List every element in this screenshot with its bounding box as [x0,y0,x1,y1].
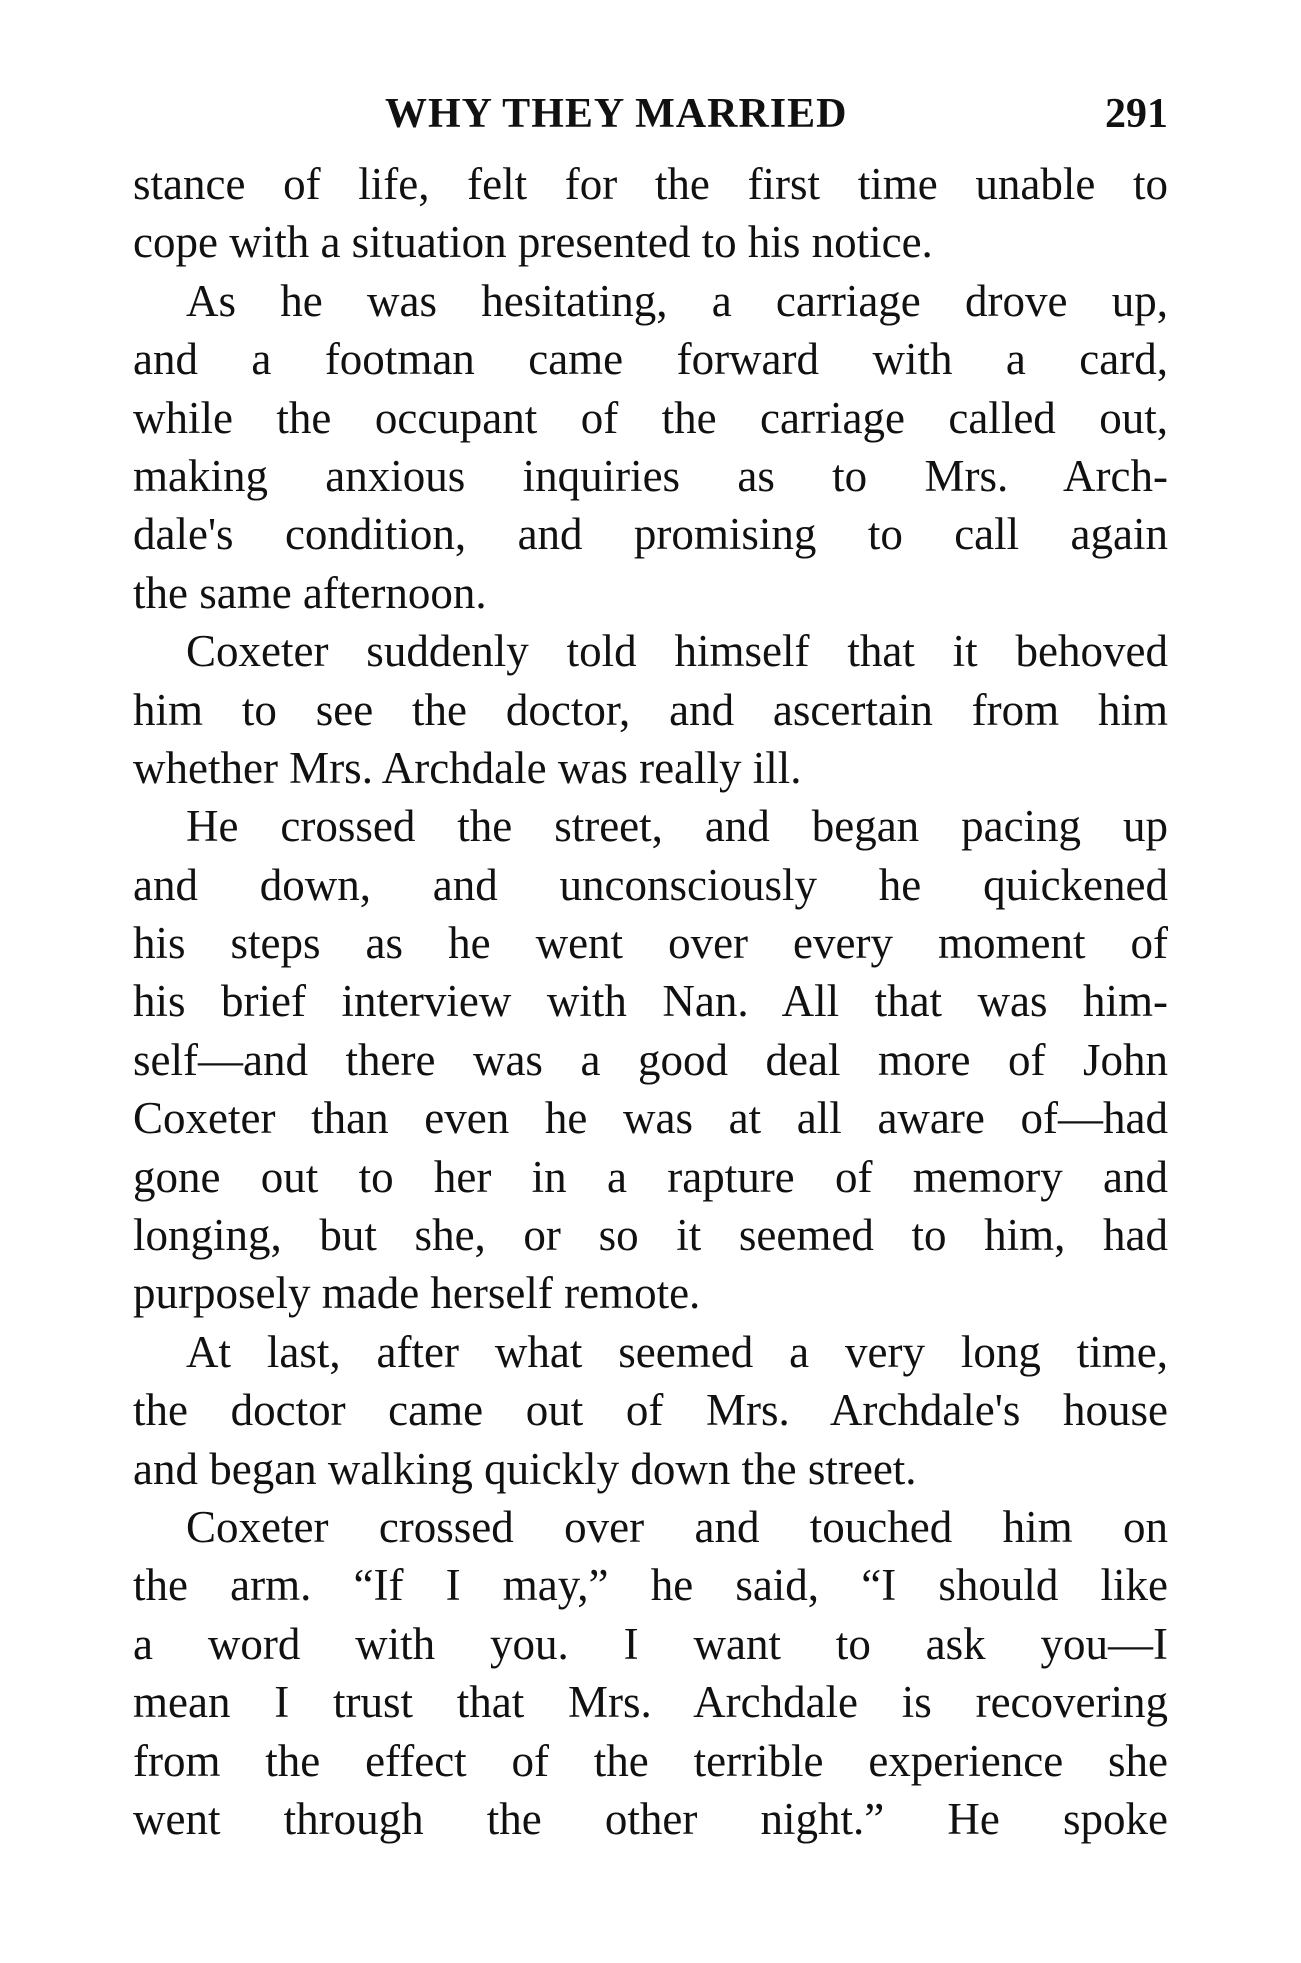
text-line: stance of life, felt for the first time unable to [133,159,1168,209]
text-line: mean I trust that Mrs. Archdale is recovering [133,1677,1168,1728]
text-line: a word with you. I want to ask you—I [133,1618,1168,1669]
text-line: from the effect of the terrible experience she [133,1735,1168,1786]
text-line: and a footman came forward with a card, [133,334,1168,385]
text-line: Coxeter than even he was at all aware of—had [133,1093,1168,1144]
text-line: As he was hesitating, a carriage drove up, [186,275,1168,326]
page-number: 291 [1105,91,1168,137]
text-line: and down, and unconsciously he quickened [133,859,1168,910]
text-line: cope with a situation presented to his notice. [133,217,933,268]
text-line: went through the other night.” He spoke [133,1793,1168,1844]
text-line: self—and there was a good deal more of John [133,1034,1168,1085]
text-line: He crossed the street, and began pacing up [186,801,1168,852]
text-line: Coxeter suddenly told himself that it behoved [186,626,1168,677]
running-head [133,84,1168,144]
text-line: whether Mrs. Archdale was really ill. [133,742,802,793]
text-line: Coxeter crossed over and touched him on [186,1501,1168,1552]
text-line: and began walking quickly down the street. [133,1443,917,1494]
text-line: dale's condition, and promising to call again [133,509,1168,560]
text-line: the same afternoon. [133,567,487,618]
text-line: longing, but she, or so it seemed to him, had [133,1210,1168,1261]
text-line: while the occupant of the carriage called out, [133,392,1168,443]
text-line: At last, after what seemed a very long time, [186,1326,1168,1377]
text-line: gone out to her in a rapture of memory and [133,1151,1168,1202]
text-line: the arm. “If I may,” he said, “I should like [133,1560,1168,1611]
running-title: WHY THEY MARRIED [385,91,848,137]
text-line: him to see the doctor, and ascertain from him [133,684,1168,735]
body-text [133,155,1168,1848]
text-line: his steps as he went over every moment of [133,918,1168,969]
text-line: purposely made herself remote. [133,1268,701,1319]
text-line: making anxious inquiries as to Mrs. Arch- [133,450,1168,501]
text-line: his brief interview with Nan. All that was him- [133,976,1168,1027]
text-line: the doctor came out of Mrs. Archdale's house [133,1385,1168,1436]
